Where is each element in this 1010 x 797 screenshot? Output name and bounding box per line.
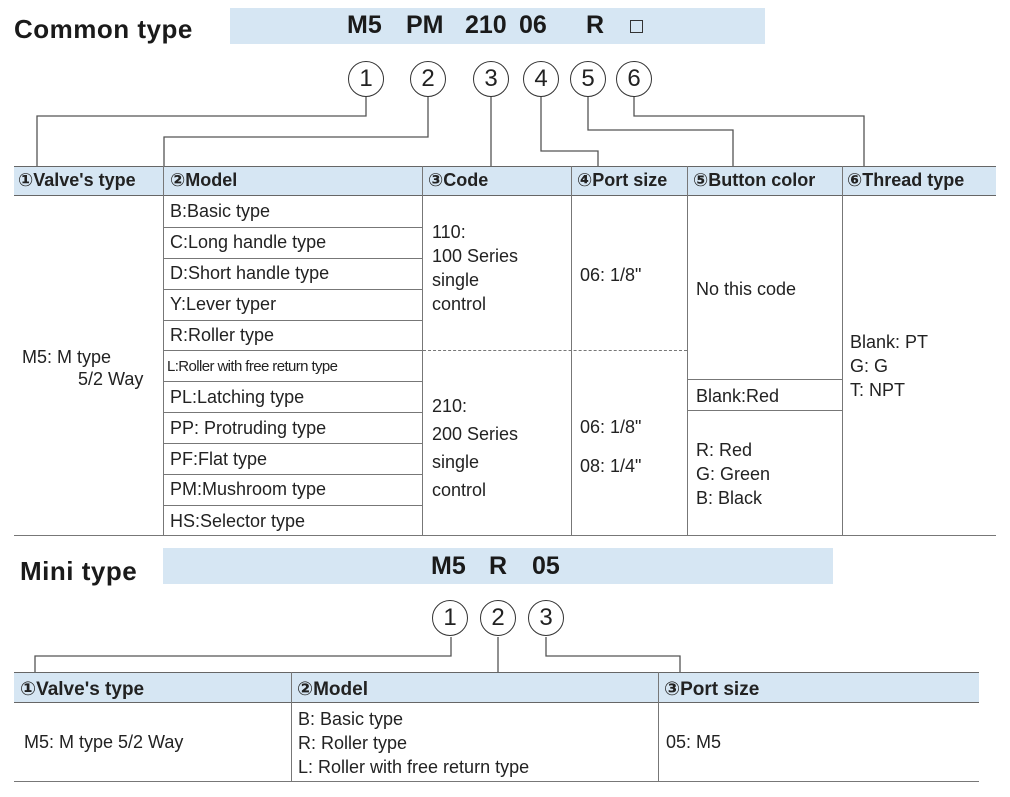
model-long-handle: C:Long handle type bbox=[164, 228, 422, 259]
mini-header-valve-type: ①Valve's type bbox=[20, 679, 145, 700]
mini-port-size: 05: M5 bbox=[666, 732, 722, 752]
thread-type-list bbox=[850, 330, 928, 402]
code-part-valve: M5 bbox=[347, 11, 382, 39]
mini-code-band bbox=[163, 548, 833, 584]
button-no-code: No this code bbox=[696, 279, 797, 299]
circle-3: 3 bbox=[473, 61, 509, 97]
code-210-cell bbox=[432, 392, 518, 504]
code-110-control: control bbox=[432, 294, 487, 314]
button-color-list bbox=[696, 438, 770, 510]
mini-model-basic: B: Basic type bbox=[298, 709, 404, 729]
port-210-b: 08: 1/4" bbox=[580, 456, 642, 476]
circle-6: 6 bbox=[616, 61, 652, 97]
circle-2: 2 bbox=[410, 61, 446, 97]
mini-valve-type: M5: M type 5/2 Way bbox=[24, 732, 184, 752]
mini-header-model: ②Model bbox=[297, 679, 368, 700]
mini-circle-2: 2 bbox=[480, 600, 516, 636]
header-model: ②Model bbox=[170, 170, 238, 190]
mini-code-model: R bbox=[489, 552, 508, 580]
model-list bbox=[164, 197, 422, 537]
code-210-single: single bbox=[432, 452, 480, 472]
port-210-a: 06: 1/8" bbox=[580, 417, 642, 437]
code-110-series: 100 Series bbox=[432, 246, 519, 266]
mini-circle-3: 3 bbox=[528, 600, 564, 636]
circle-5: 5 bbox=[570, 61, 606, 97]
mini-spec-table bbox=[14, 672, 979, 782]
model-flat: PF:Flat type bbox=[164, 444, 422, 475]
code-210-control: control bbox=[432, 480, 487, 500]
header-thread-type: ⑥Thread type bbox=[847, 170, 965, 190]
circle-4: 4 bbox=[523, 61, 559, 97]
model-latching: PL:Latching type bbox=[164, 382, 422, 413]
code-part-code: 210 bbox=[465, 11, 507, 39]
common-type-title: Common type bbox=[14, 14, 193, 44]
mini-header-port-size: ③Port size bbox=[664, 679, 760, 700]
series-separator bbox=[423, 350, 687, 351]
model-protruding: PP: Protruding type bbox=[164, 413, 422, 444]
button-color-red: R: Red bbox=[696, 440, 753, 460]
model-mushroom: PM:Mushroom type bbox=[164, 475, 422, 506]
header-button-color: ⑤Button color bbox=[693, 170, 816, 190]
thread-npt: T: NPT bbox=[850, 380, 906, 400]
thread-blank-pt: Blank: PT bbox=[850, 332, 929, 352]
circle-1: 1 bbox=[348, 61, 384, 97]
model-roller-free-return: L:Roller with free return type bbox=[164, 351, 422, 382]
mini-model-roller-free-return: L: Roller with free return type bbox=[298, 757, 530, 777]
header-port-size: ④Port size bbox=[577, 170, 668, 190]
code-110-cell bbox=[432, 220, 518, 316]
code-part-model: PM bbox=[406, 11, 444, 39]
port-110: 06: 1/8" bbox=[580, 265, 642, 285]
code-part-button: R bbox=[586, 11, 605, 39]
common-spec-table bbox=[14, 166, 996, 536]
code-210-label: 210: bbox=[432, 396, 468, 416]
mini-code-port: 05 bbox=[532, 552, 560, 580]
mini-model-roller: R: Roller type bbox=[298, 733, 408, 753]
model-basic: B:Basic type bbox=[164, 197, 422, 228]
mini-type-title: Mini type bbox=[20, 556, 138, 586]
model-lever: Y:Lever typer bbox=[164, 290, 422, 321]
valve-type-line-1: M5: M type bbox=[22, 347, 112, 367]
header-valve-type: ①Valve's type bbox=[18, 170, 136, 190]
code-part-port: 06 bbox=[519, 11, 547, 39]
mini-circle-1: 1 bbox=[432, 600, 468, 636]
model-selector: HS:Selector type bbox=[170, 510, 306, 531]
code-110-single: single bbox=[432, 270, 480, 290]
thread-g: G: G bbox=[850, 356, 889, 376]
code-110-label: 110: bbox=[432, 222, 466, 242]
header-code: ③Code bbox=[428, 170, 489, 190]
model-short-handle: D:Short handle type bbox=[164, 259, 422, 290]
button-color-black: B: Black bbox=[696, 488, 763, 508]
mini-code-valve: M5 bbox=[431, 552, 466, 580]
model-roller: R:Roller type bbox=[164, 321, 422, 352]
valve-type-cell bbox=[22, 346, 143, 390]
button-blank-red: Blank:Red bbox=[696, 386, 780, 406]
valve-type-line-2: 5/2 Way bbox=[78, 369, 144, 389]
code-210-series: 200 Series bbox=[432, 424, 519, 444]
button-color-green: G: Green bbox=[696, 464, 771, 484]
mini-model-list bbox=[298, 707, 529, 779]
